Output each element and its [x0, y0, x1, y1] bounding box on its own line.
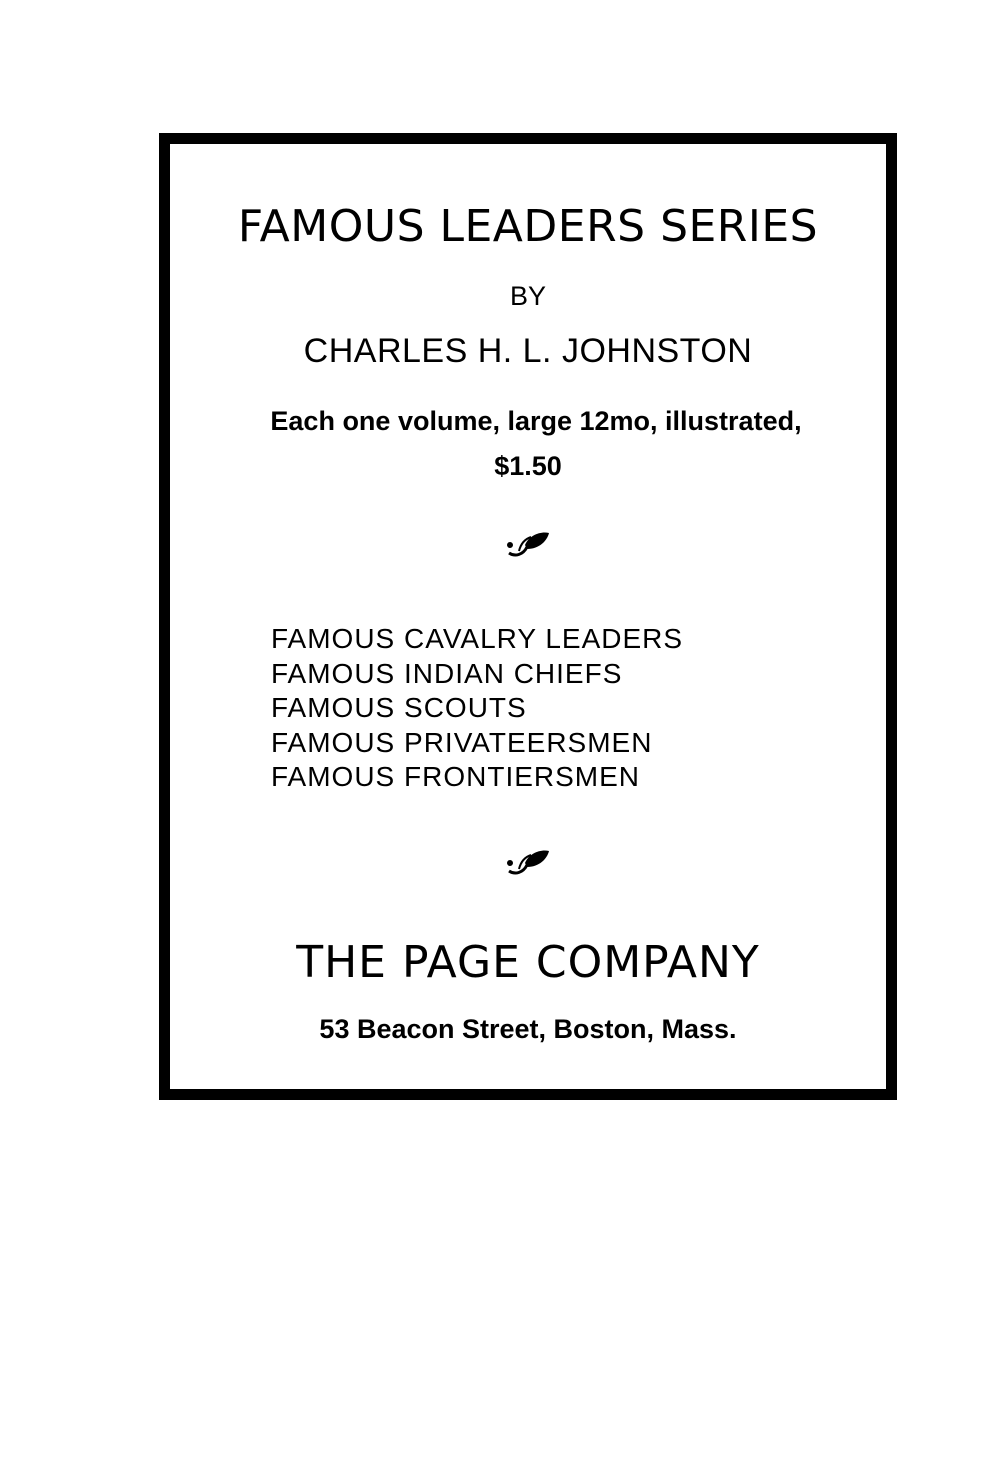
by-line: BY: [509, 281, 547, 311]
format-description: Each one volume, large 12mo, illustrated,: [270, 406, 802, 436]
fleuron-icon: [505, 849, 551, 877]
publisher-name: THE PAGE COMPANY: [296, 937, 760, 988]
advertisement-frame: [159, 133, 897, 1100]
series-title: FAMOUS LEADERS SERIES: [237, 201, 819, 252]
list-item: FAMOUS PRIVATEERSMEN: [271, 726, 653, 758]
list-item: FAMOUS INDIAN CHIEFS: [271, 657, 623, 689]
list-item: FAMOUS CAVALRY LEADERS: [271, 623, 684, 654]
fleuron-icon: [505, 531, 551, 559]
publisher-address: 53 Beacon Street, Boston, Mass.: [319, 1014, 737, 1044]
author-name: CHARLES H. L. JOHNSTON: [303, 332, 753, 370]
list-item: FAMOUS FRONTIERSMEN: [271, 761, 641, 792]
list-item: FAMOUS SCOUTS: [271, 692, 527, 723]
book-title-list: [271, 622, 683, 795]
price: $1.50: [494, 451, 562, 481]
